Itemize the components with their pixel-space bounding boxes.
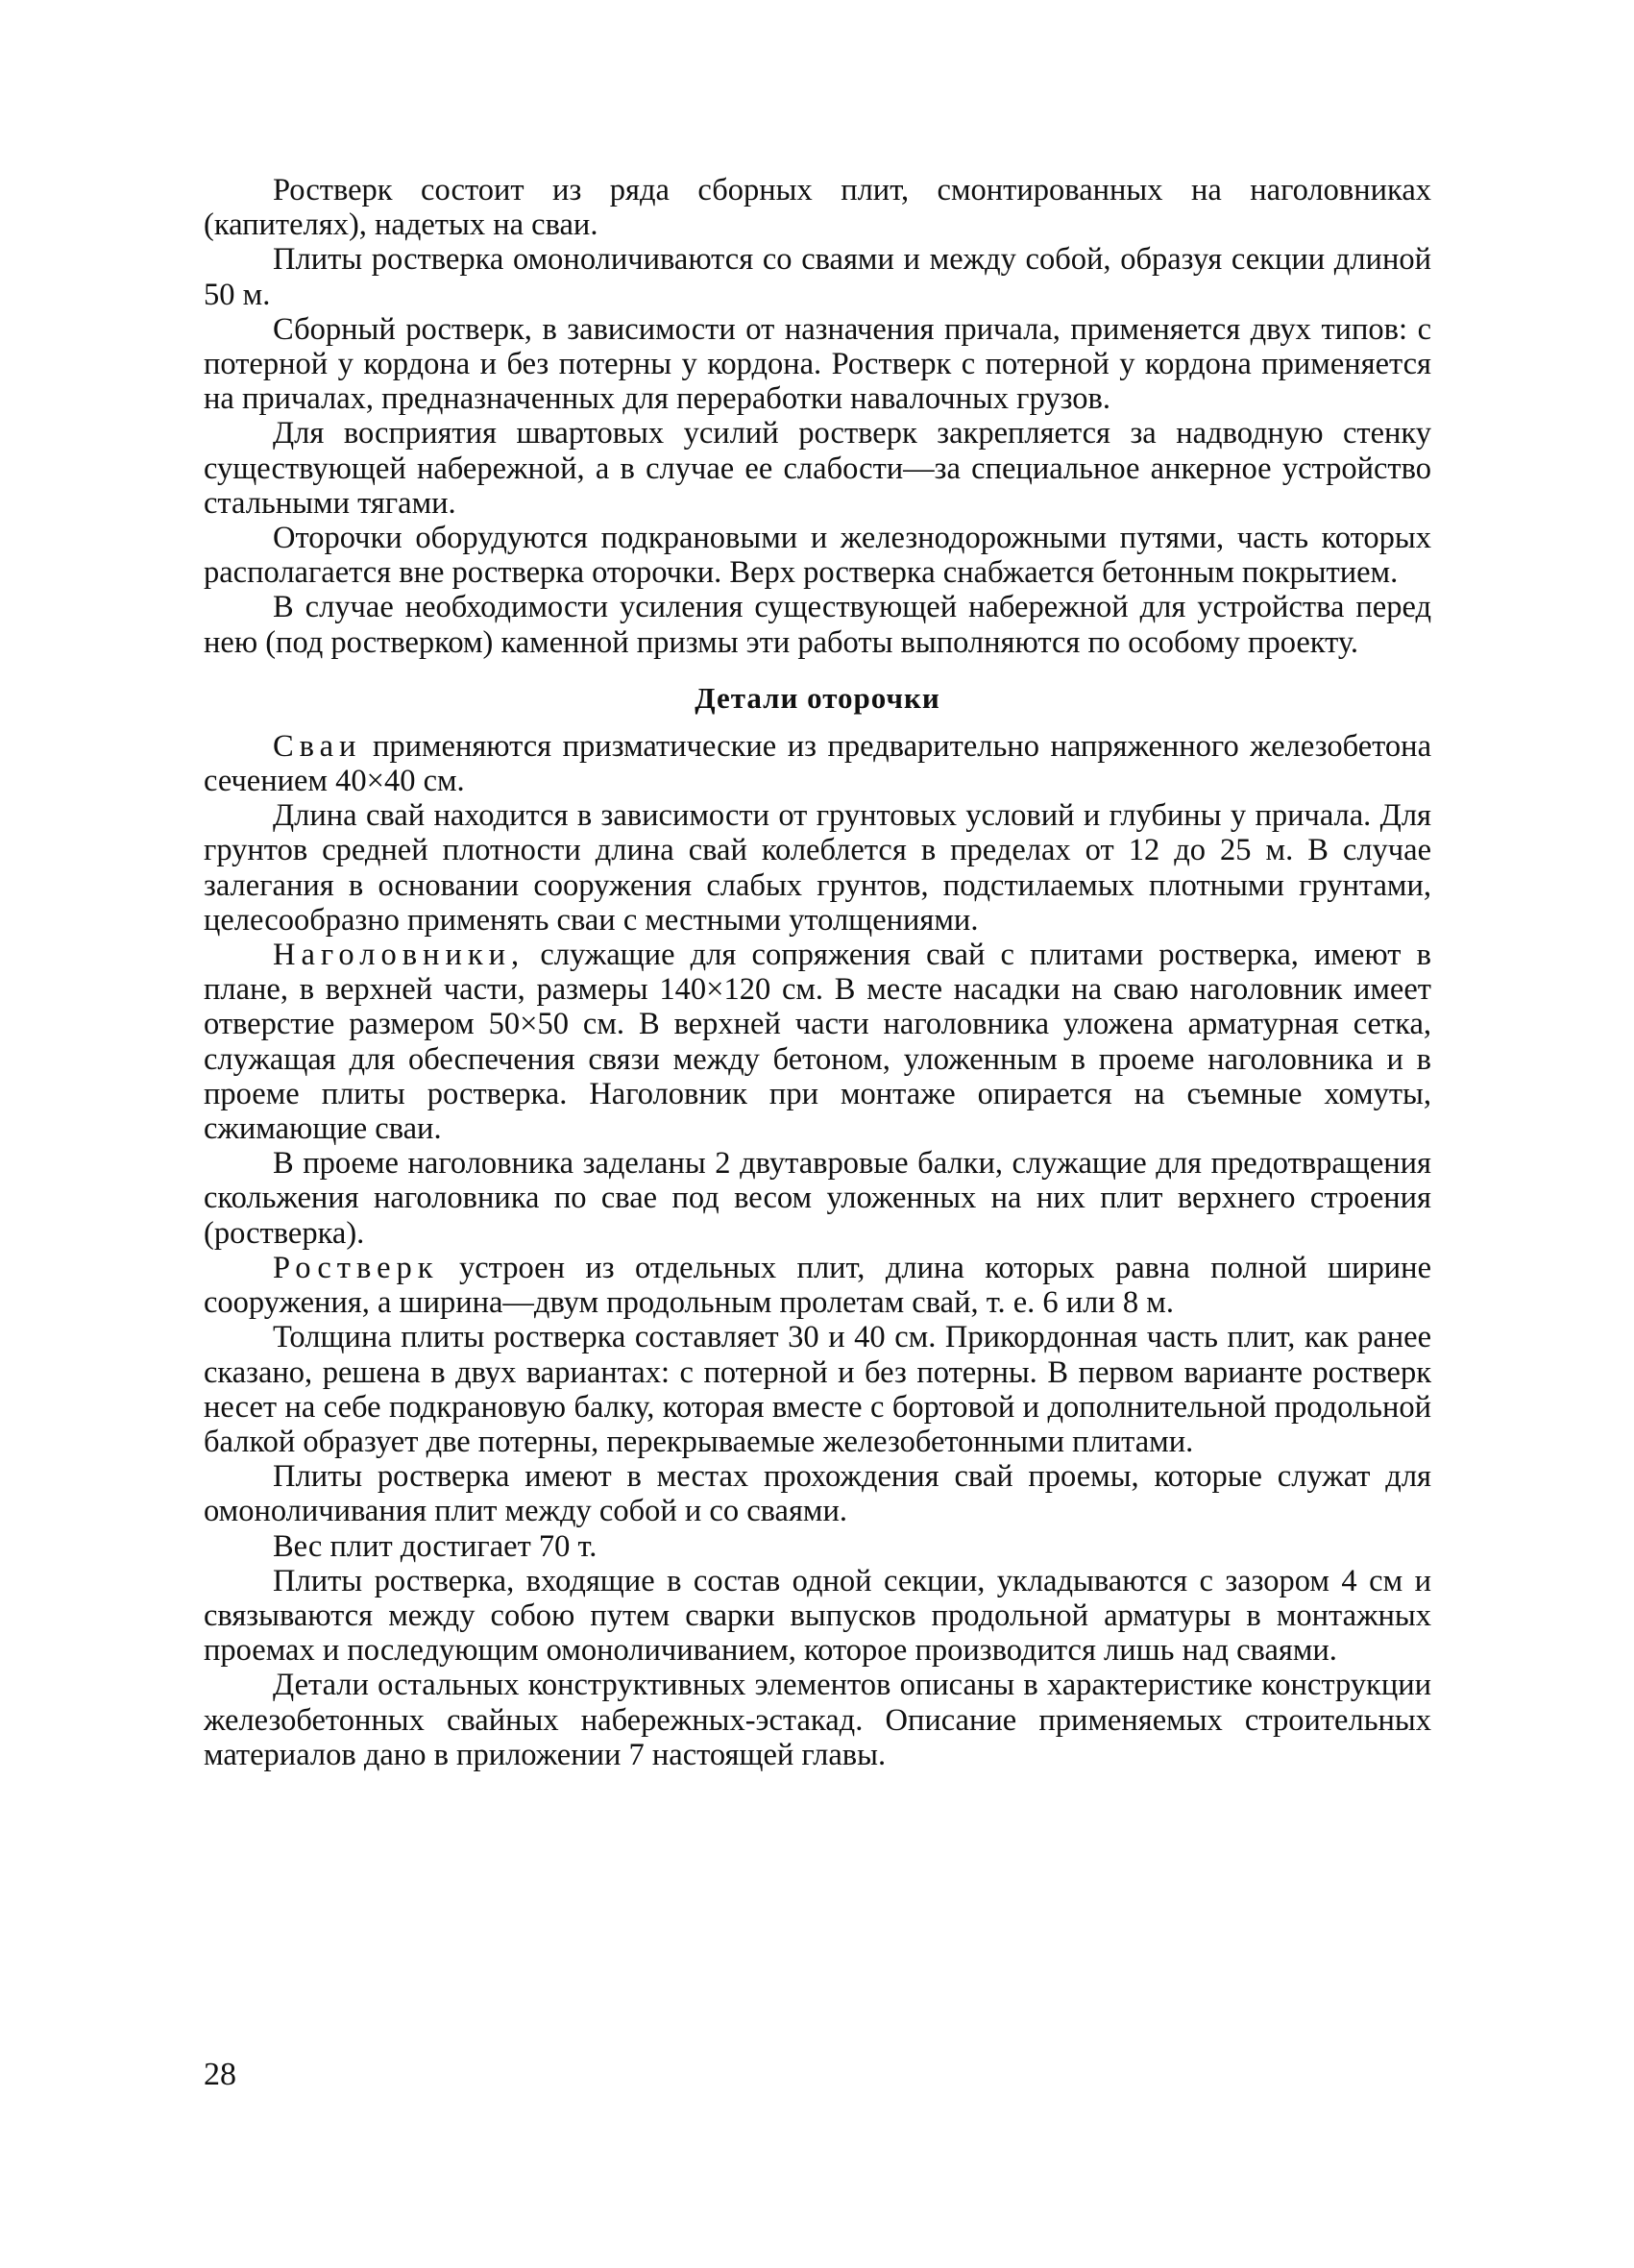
paragraph-piles <box>204 729 1431 798</box>
paragraph: Толщина плиты ростверка составляет 30 и 40 см. Прикордонная часть плит, как ранее сказано, решена в двух вариантах: с потерной и без потерны. В первом варианте ростверк несет на себе подкрановую балку, которая вместе с бортовой и дополнительной продольной балкой образует две потерны, перекрываемые железобетонными плитами. <box>204 1320 1431 1459</box>
paragraph-text: применяются призматические из предварительно напряженного железобетона сечением 40×40 см. <box>204 728 1431 799</box>
paragraph: Плиты ростверка, входящие в состав одной секции, укладываются с зазором 4 см и связываются между собою путем сварки выпусков продольной арматуры в монтажных проемах и последующим омоноличиванием, которое производится лишь над сваями. <box>204 1563 1431 1669</box>
paragraph: Плиты ростверка омоноличиваются со сваями и между собой, образуя секции длиной 50 м. <box>204 242 1431 312</box>
paragraph-text: устроен из отдельных плит, длина которых равна полной ширине сооружения, а ширина—двум продольным пролетам свай, т. е. 6 или 8 м. <box>204 1250 1431 1321</box>
paragraph-caps <box>204 938 1431 1146</box>
paragraph-text: служащие для сопряжения свай с плитами ростверка, имеют в плане, в верхней части, размеры 140×120 см. В месте насадки на сваю наголовник имеет отверстие размером 50×50 см. В верхней части наголовника уложена арматурная сетка, служащая для обеспечения связи между бетоном, уложенным в проеме наголовника и в проеме плиты ростверка. Наголовник при монтаже опирается на съемные хомуты, сжимающие сваи. <box>204 938 1431 1147</box>
term-grillage: Ростверк <box>273 1250 439 1285</box>
paragraph-grillage <box>204 1251 1431 1320</box>
document-body <box>204 173 1431 1772</box>
paragraph: Плиты ростверка имеют в местах прохождения свай проемы, которые служат для омоноличивания плит между собой и со сваями. <box>204 1459 1431 1529</box>
paragraph: Ростверк состоит из ряда сборных плит, смонтированных на наголовниках (капителях), надетых на сваи. <box>204 173 1431 243</box>
paragraph: Вес плит достигает 70 т. <box>273 1528 598 1564</box>
term-piles: Сваи <box>273 728 362 764</box>
paragraph: В проеме наголовника заделаны 2 двутавровые балки, служащие для предотвращения скольжения наголовника по свае под весом уложенных на них плит верхнего строения (ростверка). <box>204 1146 1431 1251</box>
paragraph: Длина свай находится в зависимости от грунтовых условий и глубины у причала. Для грунтов средней плотности длина свай колеблется в пределах от 12 до 25 м. В случае залегания в основании сооружения слабых грунтов, подстилаемых плотными грунтами, целесообразно применять сваи с местными утолщениями. <box>204 798 1431 938</box>
section-heading: Детали оторочки <box>695 680 940 715</box>
paragraph: Сборный ростверк, в зависимости от назначения причала, применяется двух типов: с потерной у кордона и без потерны у кордона. Ростверк с потерной у кордона применяется на причалах, предназначенных для переработки навалочных грузов. <box>204 311 1431 417</box>
paragraph: В случае необходимости усиления существующей набережной для устройства перед нею (под ростверком) каменной призмы эти работы выполняются по особому проекту. <box>204 590 1431 660</box>
paragraph: Для восприятия швартовых усилий ростверк закрепляется за надводную стенку существующей набережной, а в случае ее слабости—за специальное анкерное устройство стальными тягами. <box>204 416 1431 521</box>
paragraph: Оторочки оборудуются подкрановыми и железнодорожными путями, часть которых располагается вне ростверка оторочки. Верх ростверка снабжается бетонным покрытием. <box>204 521 1431 591</box>
term-caps: Наголовники, <box>273 938 525 973</box>
page-number: 28 <box>204 2057 236 2092</box>
paragraph: Детали остальных конструктивных элементов описаны в характеристике конструкции железобетонных свайных набережных-эстакад. Описание применяемых строительных материалов дано в приложении 7 настоящей главы. <box>204 1668 1431 1772</box>
